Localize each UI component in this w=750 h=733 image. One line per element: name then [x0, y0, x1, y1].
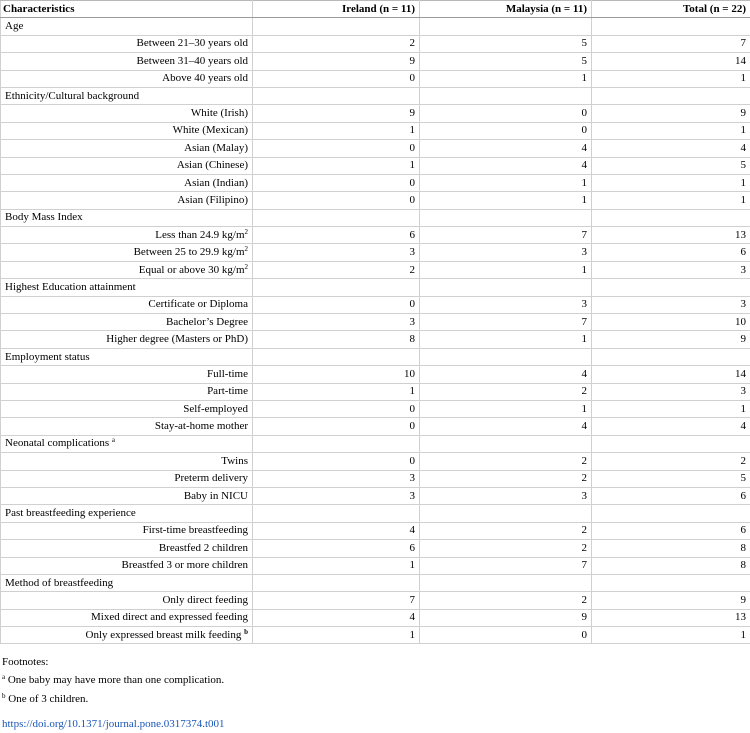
cell-malaysia: 1	[420, 400, 592, 417]
section-title: Highest Education attainment	[1, 279, 253, 296]
cell-total: 14	[592, 53, 750, 70]
section-row-employment	[1, 348, 750, 365]
cell-malaysia: 2	[420, 383, 592, 400]
cell-malaysia: 1	[420, 174, 592, 191]
row-label: Between 31–40 years old	[1, 53, 253, 70]
table-row	[1, 244, 750, 261]
row-label: Breastfed 2 children	[1, 540, 253, 557]
section-title: Past breastfeeding experience	[1, 505, 253, 522]
cell-ireland: 1	[253, 557, 420, 574]
row-label: Only direct feeding	[1, 592, 253, 609]
table-row	[1, 400, 750, 417]
cell-malaysia: 1	[420, 261, 592, 278]
section-title	[1, 435, 253, 452]
cell-ireland: 9	[253, 105, 420, 122]
section-row-past-breastfeeding	[1, 505, 750, 522]
table-row	[1, 470, 750, 487]
section-row-bmi	[1, 209, 750, 226]
row-label	[1, 261, 253, 278]
cell-ireland: 7	[253, 592, 420, 609]
table-row	[1, 522, 750, 539]
table-row	[1, 174, 750, 191]
section-row-neonatal	[1, 435, 750, 452]
cell-ireland: 6	[253, 540, 420, 557]
cell-total: 9	[592, 592, 750, 609]
section-row-ethnicity	[1, 87, 750, 104]
table-row	[1, 105, 750, 122]
row-label: Preterm delivery	[1, 470, 253, 487]
cell-malaysia: 1	[420, 70, 592, 87]
cell-malaysia: 7	[420, 227, 592, 244]
table-row	[1, 140, 750, 157]
table-row	[1, 331, 750, 348]
cell-total: 9	[592, 105, 750, 122]
cell-ireland: 9	[253, 53, 420, 70]
cell-total: 5	[592, 157, 750, 174]
footnote-b	[2, 690, 750, 709]
cell-total: 3	[592, 383, 750, 400]
footnote-a	[2, 671, 750, 690]
cell-ireland: 0	[253, 296, 420, 313]
cell-ireland: 2	[253, 35, 420, 52]
cell-malaysia: 3	[420, 296, 592, 313]
section-row-method	[1, 574, 750, 591]
table-row	[1, 487, 750, 504]
row-label: Above 40 years old	[1, 70, 253, 87]
row-label-text: Only expressed breast milk feeding	[86, 629, 242, 641]
cell-malaysia: 1	[420, 331, 592, 348]
section-title: Body Mass Index	[1, 209, 253, 226]
cell-total: 1	[592, 122, 750, 139]
cell-malaysia: 2	[420, 470, 592, 487]
table-row	[1, 261, 750, 278]
table-row	[1, 227, 750, 244]
section-title-text: Neonatal complications	[5, 437, 109, 449]
cell-total: 1	[592, 400, 750, 417]
cell-total: 8	[592, 540, 750, 557]
cell-total: 3	[592, 261, 750, 278]
unit-superscript: 2	[245, 263, 249, 271]
header-total: Total (n = 22)	[592, 1, 750, 18]
cell-ireland: 3	[253, 244, 420, 261]
cell-malaysia: 4	[420, 366, 592, 383]
footnote-mark-b: b	[244, 628, 248, 636]
cell-total: 4	[592, 418, 750, 435]
row-label: Asian (Malay)	[1, 140, 253, 157]
table-row	[1, 70, 750, 87]
cell-malaysia: 5	[420, 35, 592, 52]
cell-total: 13	[592, 609, 750, 626]
cell-malaysia: 2	[420, 540, 592, 557]
cell-malaysia: 7	[420, 314, 592, 331]
cell-ireland: 0	[253, 174, 420, 191]
table-row	[1, 592, 750, 609]
row-label: White (Mexican)	[1, 122, 253, 139]
row-label: Stay-at-home mother	[1, 418, 253, 435]
cell-total: 8	[592, 557, 750, 574]
footnote-b-text: One of 3 children.	[8, 693, 88, 705]
cell-malaysia: 2	[420, 522, 592, 539]
unit-superscript: 2	[245, 228, 249, 236]
cell-ireland: 0	[253, 453, 420, 470]
row-label: Certificate or Diploma	[1, 296, 253, 313]
cell-ireland: 8	[253, 331, 420, 348]
row-label: Asian (Chinese)	[1, 157, 253, 174]
cell-total: 13	[592, 227, 750, 244]
cell-ireland: 0	[253, 140, 420, 157]
row-label: Mixed direct and expressed feeding	[1, 609, 253, 626]
cell-malaysia: 0	[420, 122, 592, 139]
cell-ireland: 3	[253, 314, 420, 331]
table-row	[1, 192, 750, 209]
cell-total: 14	[592, 366, 750, 383]
cell-malaysia: 2	[420, 453, 592, 470]
cell-total: 1	[592, 627, 750, 644]
table-row	[1, 366, 750, 383]
header-ireland: Ireland (n = 11)	[253, 1, 420, 18]
row-label	[1, 627, 253, 644]
footnote-a-mark: a	[2, 673, 5, 681]
cell-ireland: 1	[253, 122, 420, 139]
cell-ireland: 0	[253, 400, 420, 417]
cell-malaysia: 5	[420, 53, 592, 70]
header-row	[1, 1, 750, 18]
cell-ireland: 1	[253, 383, 420, 400]
cell-malaysia: 4	[420, 418, 592, 435]
table-row	[1, 540, 750, 557]
cell-malaysia: 4	[420, 140, 592, 157]
row-label: Full-time	[1, 366, 253, 383]
cell-ireland: 10	[253, 366, 420, 383]
cell-ireland: 3	[253, 470, 420, 487]
cell-malaysia: 7	[420, 557, 592, 574]
table-row	[1, 35, 750, 52]
cell-malaysia: 0	[420, 627, 592, 644]
cell-malaysia: 3	[420, 244, 592, 261]
row-label: Baby in NICU	[1, 487, 253, 504]
table-row	[1, 557, 750, 574]
section-title: Method of breastfeeding	[1, 574, 253, 591]
cell-malaysia: 1	[420, 192, 592, 209]
row-label: Self-employed	[1, 400, 253, 417]
row-label: White (Irish)	[1, 105, 253, 122]
row-label-text: Less than 24.9 kg/m	[155, 229, 244, 241]
cell-ireland: 0	[253, 192, 420, 209]
cell-total: 5	[592, 470, 750, 487]
cell-total: 1	[592, 192, 750, 209]
section-title: Employment status	[1, 348, 253, 365]
cell-total: 2	[592, 453, 750, 470]
footnotes-title: Footnotes:	[2, 653, 750, 671]
table-row	[1, 453, 750, 470]
cell-malaysia: 2	[420, 592, 592, 609]
cell-total: 3	[592, 296, 750, 313]
header-malaysia: Malaysia (n = 11)	[420, 1, 592, 18]
footnote-mark-a: a	[112, 436, 115, 444]
row-label-text: Equal or above 30 kg/m	[139, 264, 245, 276]
row-label: Higher degree (Masters or PhD)	[1, 331, 253, 348]
cell-total: 6	[592, 487, 750, 504]
row-label-text: Between 25 to 29.9 kg/m	[134, 246, 245, 258]
cell-total: 1	[592, 174, 750, 191]
unit-superscript: 2	[245, 245, 249, 253]
footnote-a-text: One baby may have more than one complication.	[8, 674, 224, 686]
cell-ireland: 1	[253, 627, 420, 644]
row-label: Between 21–30 years old	[1, 35, 253, 52]
row-label: Twins	[1, 453, 253, 470]
cell-malaysia: 4	[420, 157, 592, 174]
row-label	[1, 227, 253, 244]
section-title: Ethnicity/Cultural background	[1, 87, 253, 104]
cell-malaysia: 9	[420, 609, 592, 626]
cell-ireland: 4	[253, 522, 420, 539]
row-label: Asian (Filipino)	[1, 192, 253, 209]
cell-total: 7	[592, 35, 750, 52]
cell-total: 9	[592, 331, 750, 348]
row-label: First-time breastfeeding	[1, 522, 253, 539]
footnotes	[0, 653, 750, 709]
cell-malaysia: 3	[420, 487, 592, 504]
cell-ireland: 0	[253, 70, 420, 87]
row-label	[1, 244, 253, 261]
row-label: Part-time	[1, 383, 253, 400]
row-label: Breastfed 3 or more children	[1, 557, 253, 574]
cell-ireland: 0	[253, 418, 420, 435]
table-row	[1, 296, 750, 313]
cell-total: 10	[592, 314, 750, 331]
table-row	[1, 383, 750, 400]
table-row	[1, 609, 750, 626]
table-row	[1, 53, 750, 70]
doi-link[interactable]: https://doi.org/10.1371/journal.pone.0317374.t001	[0, 715, 750, 733]
cell-malaysia: 0	[420, 105, 592, 122]
header-characteristics: Characteristics	[1, 1, 253, 18]
footnote-b-mark: b	[2, 692, 6, 700]
table-row	[1, 418, 750, 435]
cell-ireland: 2	[253, 261, 420, 278]
cell-total: 6	[592, 522, 750, 539]
cell-total: 6	[592, 244, 750, 261]
cell-ireland: 4	[253, 609, 420, 626]
section-title: Age	[1, 18, 253, 35]
row-label: Asian (Indian)	[1, 174, 253, 191]
table-row	[1, 627, 750, 644]
table-row	[1, 157, 750, 174]
cell-total: 1	[592, 70, 750, 87]
section-row-education	[1, 279, 750, 296]
row-label: Bachelor’s Degree	[1, 314, 253, 331]
table-row	[1, 122, 750, 139]
cell-total: 4	[592, 140, 750, 157]
cell-ireland: 1	[253, 157, 420, 174]
section-row-age	[1, 18, 750, 35]
cell-ireland: 6	[253, 227, 420, 244]
cell-ireland: 3	[253, 487, 420, 504]
table-row	[1, 314, 750, 331]
